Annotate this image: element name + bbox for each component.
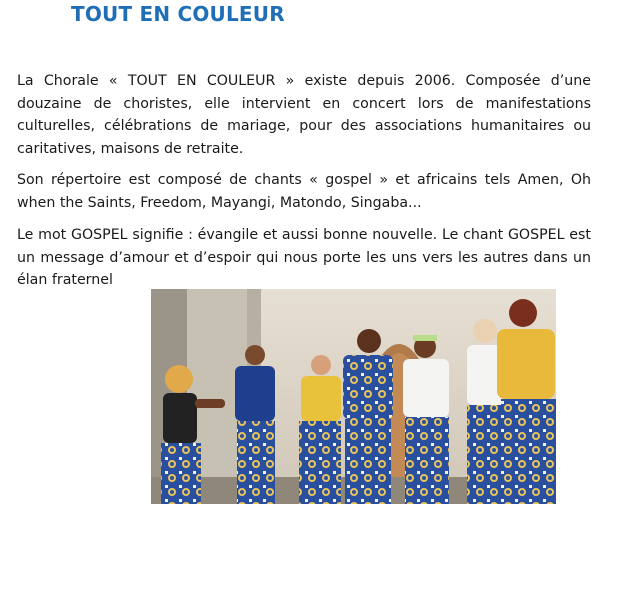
paragraph-repertoire: Son répertoire est composé de chants « gospel » et africains tels Amen, Oh when the Saints, Freedom, Mayangi, Matondo, Singaba... bbox=[17, 172, 591, 211]
page-title: TOUT EN COULEUR bbox=[71, 2, 285, 26]
singer-figure bbox=[403, 335, 449, 504]
choir-photo-illustration bbox=[151, 289, 556, 504]
paragraph-intro: La Chorale « TOUT EN COULEUR » existe depuis 2006. Composée d’une douzaine de choristes, elle intervient en concert lors de manifestations culturelles, célébrations de mariage, pour des associations humanitaires ou caritatives, maisons de retraite. bbox=[17, 73, 591, 157]
choir-photo bbox=[151, 289, 556, 504]
singer-figure bbox=[235, 345, 275, 504]
singer-figure bbox=[497, 299, 556, 504]
singer-figure bbox=[299, 355, 341, 504]
singer-figure bbox=[343, 329, 393, 504]
paragraph-gospel-meaning: Le mot GOSPEL signifie : évangile et aussi bonne nouvelle. Le chant GOSPEL est un message d’amour et d’espoir qui nous porte les uns vers les autres dans un élan fraternel bbox=[17, 227, 591, 288]
